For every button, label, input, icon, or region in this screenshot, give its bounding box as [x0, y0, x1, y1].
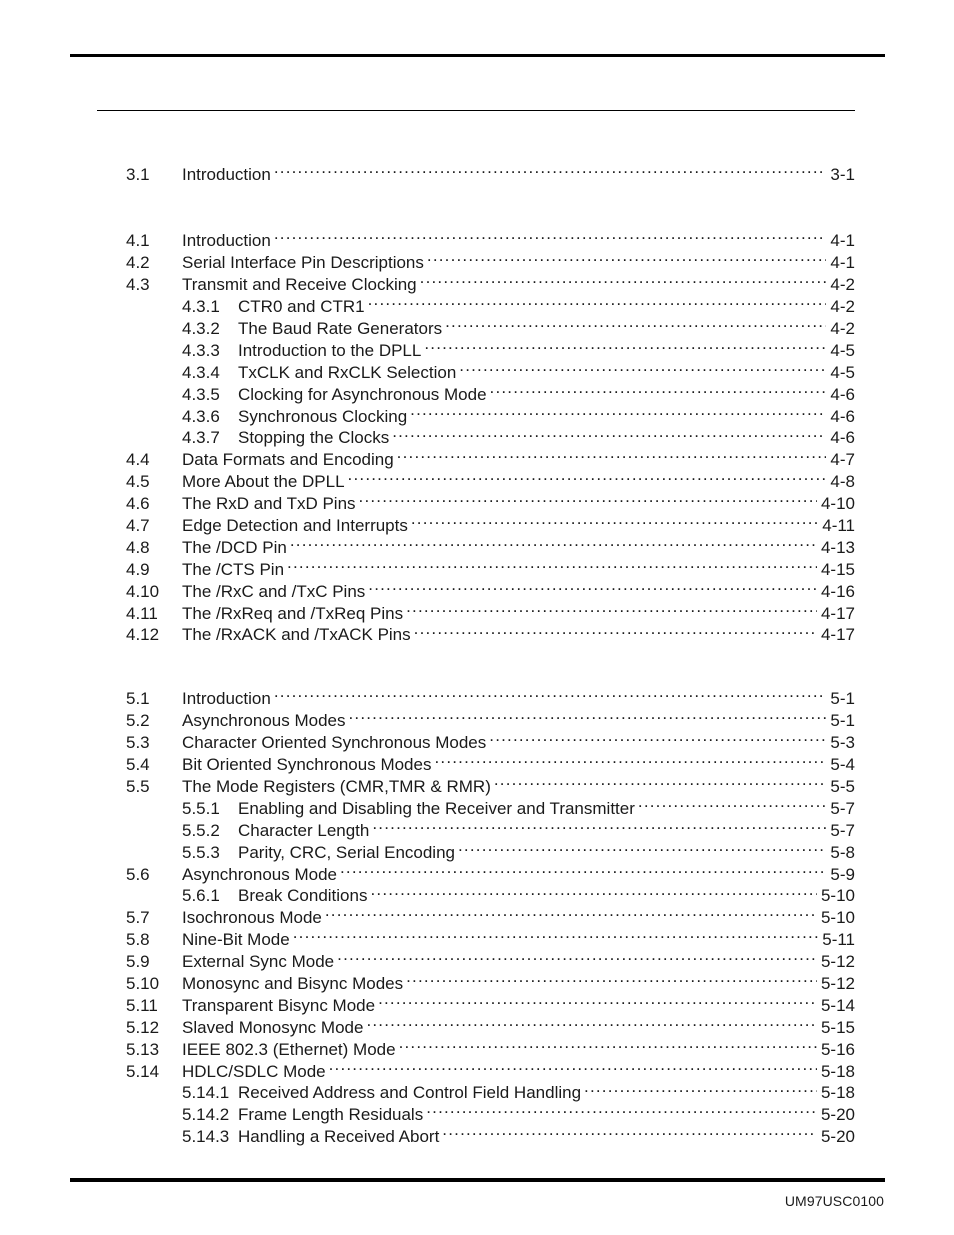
dot-leader [410, 400, 826, 422]
toc-entry-number: 4.3 [126, 275, 150, 295]
toc-entry-title: Handling a Received Abort [238, 1127, 440, 1147]
toc-entry-page: 5-5 [830, 776, 855, 796]
toc-entry[interactable] [126, 487, 855, 514]
toc-entry-title: Clocking for Asynchronous Mode [238, 384, 487, 404]
toc-entry[interactable] [126, 400, 855, 426]
toc-entry-title: Slaved Monosync Mode [182, 1017, 364, 1037]
toc-entry-number: 5.6 [126, 864, 150, 884]
toc-entry-page: 5-20 [820, 1105, 855, 1125]
toc-entry-page: 4-13 [820, 537, 855, 557]
toc-section-5 [126, 683, 855, 1147]
toc-entry-number: 4.5 [126, 472, 150, 492]
toc-entry-number: 5.6.1 [182, 886, 220, 906]
toc-entry[interactable] [126, 704, 855, 731]
dot-leader [584, 1077, 817, 1099]
toc-entry-number: 5.9 [126, 952, 150, 972]
toc-entry-page: 5-20 [820, 1127, 855, 1147]
toc-entry-page: 5-1 [830, 689, 855, 709]
toc-entry-page: 4-6 [830, 406, 855, 426]
toc-entry-number: 4.1 [126, 231, 150, 251]
dot-leader [458, 836, 826, 858]
toc-entry-page: 5-14 [820, 995, 855, 1015]
bottom-rule [70, 1178, 885, 1182]
toc-entry[interactable] [126, 422, 855, 448]
toc-entry-title: More About the DPLL [182, 472, 345, 492]
toc-entry[interactable] [126, 989, 855, 1015]
toc-entry-number: 5.1 [126, 689, 150, 709]
toc-entry-number: 5.5 [126, 776, 150, 796]
dot-leader [274, 159, 827, 181]
toc-entry[interactable] [126, 967, 855, 993]
dot-leader [274, 225, 827, 247]
toc-entry-page: 5-8 [830, 842, 855, 862]
toc-entry-page: 5-11 [822, 930, 855, 950]
toc-entry-page: 5-10 [820, 908, 855, 928]
toc-entry[interactable] [126, 836, 855, 862]
toc-entry-title: Break Conditions [238, 886, 368, 906]
toc-entry-page: 4-11 [822, 515, 855, 535]
toc-entry-title: HDLC/SDLC Mode [182, 1061, 326, 1081]
dot-leader [337, 945, 817, 967]
dot-leader [397, 443, 827, 465]
toc-entry-page: 5-7 [830, 798, 855, 818]
toc-entry[interactable] [126, 1033, 855, 1059]
toc-entry-number: 4.7 [126, 515, 150, 535]
toc-entry-page: 4-1 [830, 253, 855, 273]
toc-entry-page: 3-1 [830, 165, 855, 185]
toc-entry[interactable] [126, 225, 855, 251]
toc-entry-title: Nine-Bit Mode [182, 930, 290, 950]
toc-entry-title: The Baud Rate Generators [238, 318, 443, 338]
toc-entry[interactable] [126, 1055, 855, 1081]
toc-entry-page: 4-6 [830, 428, 855, 448]
toc-entry-page: 4-7 [830, 450, 855, 470]
toc-entry[interactable] [126, 619, 855, 645]
dot-leader [399, 1033, 817, 1055]
toc-entry-number: 4.3.6 [182, 406, 220, 426]
toc-entry-title: Introduction to the DPLL [238, 340, 422, 360]
toc-entry[interactable] [126, 597, 855, 623]
dot-leader [426, 1098, 817, 1120]
toc-entry-title: The /DCD Pin [182, 537, 287, 557]
toc-entry-page: 5-4 [830, 755, 855, 775]
toc-entry[interactable] [126, 901, 855, 928]
toc-entry-number: 5.12 [126, 1017, 160, 1037]
toc-entry-title: Introduction [182, 689, 271, 709]
toc-entry-number: 4.6 [126, 494, 150, 514]
toc-entry-title: Edge Detection and Interrupts [182, 515, 408, 535]
toc-entry-number: 5.8 [126, 930, 150, 950]
dot-leader [359, 487, 817, 509]
toc-entry[interactable] [126, 814, 855, 840]
toc-entry-number: 5.5.2 [182, 820, 220, 840]
toc-entry-page: 5-18 [820, 1083, 855, 1103]
toc-entry-number: 4.10 [126, 581, 160, 601]
toc-entry-title: Stopping the Clocks [238, 428, 390, 448]
toc-entry-title: Received Address and Control Field Handling [238, 1083, 582, 1103]
toc-entry-title: Monosync and Bisync Modes [182, 973, 404, 993]
toc-entry-title: The Mode Registers (CMR,TMR & RMR) [182, 776, 491, 796]
toc-entry-title: TxCLK and RxCLK Selection [238, 362, 457, 382]
dot-leader [427, 246, 827, 268]
toc-entry[interactable] [126, 312, 855, 338]
toc-entry-title: The /RxC and /TxC Pins [182, 581, 366, 601]
dot-leader [406, 597, 817, 619]
toc-entry[interactable] [126, 268, 855, 295]
toc-entry[interactable] [126, 553, 855, 579]
toc-entry[interactable] [126, 159, 855, 185]
toc-entry-title: The /RxReq and /TxReq Pins [182, 603, 404, 623]
toc-entry-page: 4-1 [830, 231, 855, 251]
dot-leader [442, 1120, 817, 1142]
toc-entry-page: 4-10 [820, 494, 855, 514]
toc-entry-page: 4-17 [820, 603, 855, 623]
dot-leader [293, 923, 819, 945]
toc-entry-number: 5.10 [126, 973, 160, 993]
toc-section-4 [126, 225, 855, 645]
toc-entry[interactable] [126, 443, 855, 470]
dot-leader [411, 509, 818, 531]
toc-entry-page: 4-17 [820, 625, 855, 645]
toc-entry[interactable] [126, 1011, 855, 1037]
dot-leader [392, 422, 826, 444]
toc-entry-page: 4-2 [830, 297, 855, 317]
toc-entry-number: 4.3.7 [182, 428, 220, 448]
toc-entry[interactable] [126, 945, 855, 972]
toc-entry-page: 5-16 [820, 1039, 855, 1059]
toc-entry-page: 5-9 [830, 864, 855, 884]
toc-entry-number: 5.7 [126, 908, 150, 928]
toc-entry-title: Bit Oriented Synchronous Modes [182, 755, 432, 775]
toc-entry-title: Parity, CRC, Serial Encoding [238, 842, 455, 862]
top-rule [70, 54, 885, 57]
dot-leader [274, 683, 827, 705]
dot-leader [445, 312, 826, 334]
toc-entry[interactable] [126, 1077, 855, 1103]
toc-entry-page: 4-5 [830, 340, 855, 360]
toc-entry-page: 5-1 [830, 711, 855, 731]
toc-entry-page: 5-10 [820, 886, 855, 906]
toc-entry-number: 5.11 [126, 995, 158, 1015]
toc-entry[interactable] [126, 923, 855, 950]
toc-entry-title: Asynchronous Mode [182, 864, 337, 884]
toc-entry-number: 5.14.3 [182, 1127, 230, 1147]
toc-entry-number: 4.12 [126, 625, 160, 645]
toc-entry-page: 4-16 [820, 581, 855, 601]
toc-entry-number: 5.2 [126, 711, 150, 731]
toc-entry[interactable] [126, 246, 855, 273]
toc-entry-title: Introduction [182, 165, 271, 185]
toc-entry-title: Serial Interface Pin Descriptions [182, 253, 424, 273]
dot-leader [368, 290, 827, 312]
toc-entry-number: 5.4 [126, 755, 150, 775]
toc-entry[interactable] [126, 770, 855, 796]
toc-entry[interactable] [126, 465, 855, 492]
dot-leader [434, 748, 826, 770]
toc-entry-title: IEEE 802.3 (Ethernet) Mode [182, 1039, 396, 1059]
toc-entry-number: 4.3.5 [182, 384, 220, 404]
toc-entry[interactable] [126, 290, 855, 317]
toc-entry-number: 4.11 [126, 603, 158, 623]
dot-leader [348, 704, 826, 726]
toc-entry[interactable] [126, 858, 855, 884]
toc-entry-page: 5-7 [830, 820, 855, 840]
toc-entry-number: 5.3 [126, 733, 150, 753]
dot-leader [340, 858, 826, 880]
dot-leader [325, 901, 817, 923]
toc-entry[interactable] [126, 792, 855, 818]
dot-leader [406, 967, 817, 989]
toc-entry[interactable] [126, 531, 855, 557]
toc-entry-title: Introduction [182, 231, 271, 251]
toc-entry-number: 5.14 [126, 1061, 160, 1081]
toc-entry-title: Frame Length Residuals [238, 1105, 424, 1125]
toc-entry-page: 4-2 [830, 275, 855, 295]
dot-leader [378, 989, 817, 1011]
toc-entry-page: 4-5 [830, 362, 855, 382]
toc-entry-title: Transparent Bisync Mode [182, 995, 376, 1015]
dot-leader [372, 814, 826, 836]
toc-entry-number: 3.1 [126, 165, 150, 185]
toc-entry-number: 5.14.1 [182, 1083, 230, 1103]
toc-entry[interactable] [126, 1098, 855, 1125]
toc-entry-number: 4.3.4 [182, 362, 220, 382]
dot-leader [414, 619, 817, 641]
toc-section-3 [126, 159, 855, 185]
toc-entry-number: 5.14.2 [182, 1105, 230, 1125]
toc-entry-page: 4-15 [820, 559, 855, 579]
toc-entry-page: 4-2 [830, 318, 855, 338]
toc-entry-page: 5-12 [820, 952, 855, 972]
dot-leader [494, 770, 827, 792]
toc-entry[interactable] [126, 509, 855, 535]
dot-leader [329, 1055, 817, 1077]
dot-leader [459, 356, 826, 378]
toc-entry-title: Isochronous Mode [182, 908, 322, 928]
toc-entry[interactable] [126, 748, 855, 775]
toc-entry[interactable] [126, 356, 855, 382]
dot-leader [370, 880, 817, 902]
dot-leader [290, 531, 817, 553]
toc-entry-title: Data Formats and Encoding [182, 450, 394, 470]
toc-entry-page: 5-12 [820, 973, 855, 993]
toc-entry[interactable] [126, 378, 855, 404]
toc-entry-number: 4.8 [126, 537, 150, 557]
dot-leader [489, 726, 826, 748]
toc-entry-page: 5-3 [830, 733, 855, 753]
toc-entry[interactable] [126, 575, 855, 601]
toc-entry-page: 5-15 [820, 1017, 855, 1037]
dot-leader [420, 268, 827, 290]
toc-entry-title: Character Length [238, 820, 370, 840]
toc-entry-title: CTR0 and CTR1 [238, 297, 365, 317]
toc-entry-page: 5-18 [820, 1061, 855, 1081]
toc-entry-number: 4.2 [126, 253, 150, 273]
toc-entry-title: External Sync Mode [182, 952, 335, 972]
toc-entry-page: 4-8 [830, 472, 855, 492]
toc-entry[interactable] [126, 1120, 855, 1147]
dot-leader [366, 1011, 817, 1033]
toc-entry-title: The /RxACK and /TxACK Pins [182, 625, 411, 645]
toc-entry-title: Asynchronous Modes [182, 711, 346, 731]
toc-entry-number: 4.4 [126, 450, 150, 470]
dot-leader [424, 334, 826, 356]
toc-entry-number: 5.13 [126, 1039, 160, 1059]
dot-leader [348, 465, 827, 487]
toc-entry[interactable] [126, 683, 855, 709]
toc-entry[interactable] [126, 880, 855, 906]
toc-entry-title: Transmit and Receive Clocking [182, 275, 417, 295]
dot-leader [638, 792, 827, 814]
toc-entry-title: The RxD and TxD Pins [182, 494, 356, 514]
toc-entry-number: 4.3.1 [182, 297, 220, 317]
dot-leader [368, 575, 817, 597]
toc-entry-number: 4.3.3 [182, 340, 220, 360]
dot-leader [490, 378, 827, 400]
toc-entry-title: Synchronous Clocking [238, 406, 408, 426]
header-divider [97, 110, 855, 111]
toc-entry[interactable] [126, 726, 855, 753]
toc-entry-number: 4.9 [126, 559, 150, 579]
toc-entry-number: 5.5.3 [182, 842, 220, 862]
toc-entry-title: Enabling and Disabling the Receiver and Transmitter [238, 798, 635, 818]
dot-leader [287, 553, 817, 575]
toc-entry-number: 5.5.1 [182, 798, 220, 818]
toc-entry-page: 4-6 [830, 384, 855, 404]
toc-entry[interactable] [126, 334, 855, 360]
toc-entry-title: Character Oriented Synchronous Modes [182, 733, 487, 753]
toc-entry-number: 4.3.2 [182, 318, 220, 338]
document-code: UM97USC0100 [784, 1193, 884, 1209]
toc-entry-title: The /CTS Pin [182, 559, 285, 579]
